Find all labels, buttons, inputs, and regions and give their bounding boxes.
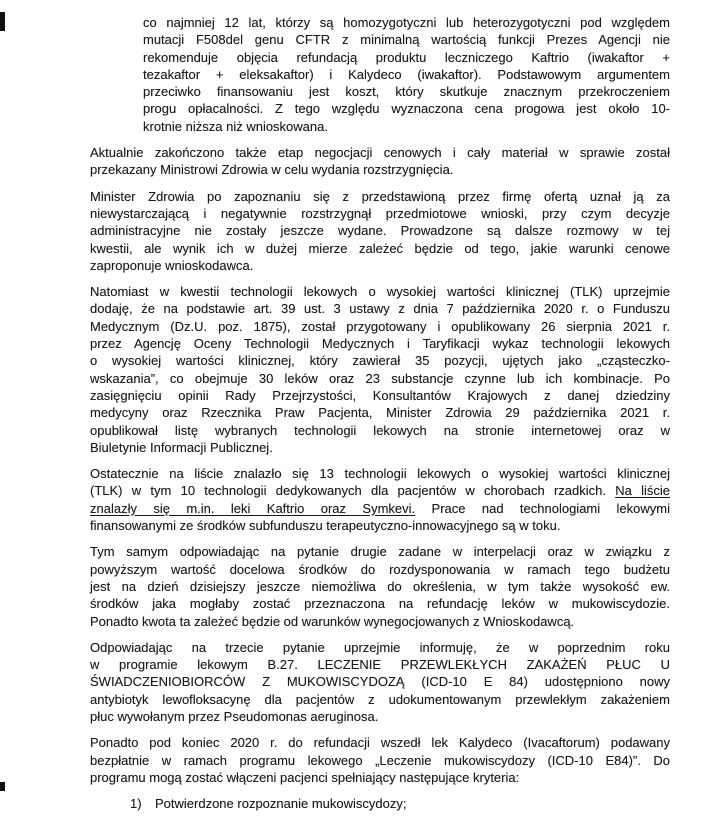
text-line	[90, 335, 670, 352]
text-segment: płuc wywołanym przez Pseudomonas aeruginosa.	[90, 708, 379, 724]
text-segment: wskazania”, co obejmuje 30 leków oraz 23 substancje czynne lub ich kombinacje. Po	[90, 370, 670, 386]
text-line	[130, 795, 670, 812]
text-line	[143, 49, 670, 66]
text-line	[143, 14, 670, 31]
text-line	[90, 639, 670, 656]
paragraph-negotiations	[90, 144, 670, 179]
text-segment: Aktualnie zakończono także etap negocjacji cenowych i cały materiał w sprawie został	[90, 145, 670, 161]
text-segment: o wysokiej wartości klinicznej, który zawierał 35 pozycji, ujętych jako „cząsteczko-	[90, 353, 670, 369]
underlined-text: Na liście	[615, 483, 670, 499]
text-line	[90, 161, 670, 178]
text-segment: finansowanymi ze środków subfunduszu terapeutyczno-innowacyjnego są w toku.	[90, 518, 561, 534]
text-segment: mutacji F508del genu CFTR z minimalną wartością funkcji Prezes Agencji nie	[143, 32, 670, 48]
text-segment: Medycznym (Dz.U. poz. 1875), został przygotowany i opublikowany 26 sierpnia 2021 r.	[90, 318, 670, 334]
text-segment: przeciwko finansowaniu jest koszt, który skutkuje znacznym przekroczeniem	[143, 84, 670, 100]
scan-artifact-top-left	[0, 12, 5, 31]
text-line	[90, 318, 670, 335]
text-segment: Ostatecznie na liście znalazło się 13 technologii lekowych o wysokiej wartości klinicznej	[90, 466, 670, 482]
text-line	[90, 752, 670, 769]
text-line	[90, 283, 670, 300]
text-line	[90, 387, 670, 404]
text-line	[90, 188, 670, 205]
text-segment: Odpowiadając na trzecie pytanie uprzejmie informuję, że w poprzednim roku	[90, 639, 670, 655]
text-segment: zasięgnięciu opinii Rady Przejrzystości, Konsultantów Krajowych z danej dziedziny	[90, 387, 670, 403]
text-line	[90, 370, 670, 387]
continuation-paragraph	[90, 14, 670, 135]
text-segment: ŚWIADCZENIOBIORCÓW Z MUKOWISCYDOZĄ (ICD-10 E 84) udostępniono nowy	[90, 674, 670, 690]
scan-artifact-bottom-left	[0, 782, 5, 791]
underlined-text: znalazły się m.in. leki Kaftrio oraz Symkevi.	[90, 500, 416, 516]
text-line	[90, 517, 670, 534]
text-segment: antybiotyk lewofloksacynę dla pacjentów z udokumentowanym przewlekłym zakażeniem	[90, 691, 670, 707]
text-line	[90, 352, 670, 369]
text-line	[90, 500, 670, 517]
text-line	[90, 257, 670, 274]
text-line	[143, 31, 670, 48]
text-segment: tezakaftor + eleksakaftor) i Kalydeco (iwakaftor). Podstawowym argumentem	[143, 66, 670, 82]
text-segment: środków jaka mogłaby zostać przeznaczona na refundację leków w mukowiscydozie.	[90, 596, 670, 612]
text-line	[90, 578, 670, 595]
text-line	[90, 300, 670, 317]
text-segment: Ponadto kwota ta zależeć będzie od warunków wynegocjowanych z Wnioskodawcą.	[90, 613, 575, 629]
list-marker: 1)	[130, 796, 142, 812]
text-segment: opublikował listę wybranych technologii lekowych na stronie internetowej oraz w	[90, 422, 670, 438]
text-line	[90, 543, 670, 560]
text-line	[90, 691, 670, 708]
text-line	[90, 613, 670, 630]
text-line	[90, 656, 670, 673]
text-segment: administracyjne nie zostały jeszcze wydane. Prowadzone są dalsze rozmowy w tej	[90, 223, 670, 239]
text-segment: medycyny oraz Rzecznika Praw Pacjenta, Minister Zdrowia 29 października 2021 r.	[90, 405, 670, 421]
text-line	[90, 404, 670, 421]
text-line	[90, 465, 670, 482]
text-segment: Ponadto pod koniec 2020 r. do refundacji wszedł lek Kalydeco (Ivacaftorum) podawany	[90, 735, 670, 751]
text-line	[90, 144, 670, 161]
text-segment: dodaję, że na podstawie art. 39 ust. 3 ustawy z dnia 7 października 2020 r. o Funduszu	[90, 301, 670, 317]
text-segment: progu opłacalności. Z tego względu wyznaczona cena progowa jest około 10-	[143, 101, 670, 117]
paragraph-budget	[90, 543, 670, 629]
text-line	[90, 205, 670, 222]
text-segment: rekomenduje objęcia refundacją produktu leczniczego Kaftrio (iwakaftor +	[143, 49, 670, 65]
paragraph-final-list	[90, 465, 670, 534]
text-line	[143, 83, 670, 100]
text-segment: Prace nad technologiami lekowymi	[415, 500, 670, 516]
text-segment: w programie lekowym B.27. LECZENIE PRZEWLEKŁYCH ZAKAŻEŃ PŁUC U	[90, 657, 670, 673]
text-segment: zaproponuje wnioskodawca.	[90, 257, 254, 273]
text-segment: Potwierdzone rozpoznanie mukowiscydozy;	[155, 796, 407, 812]
text-segment: kwestii, ale wynik ich w dużej mierze zależeć będzie od tego, jakie warunki cenowe	[90, 240, 670, 256]
text-line	[90, 240, 670, 257]
text-line	[90, 422, 670, 439]
text-segment: (TLK) w tym 10 technologii dedykowanych dla pacjentów w chorobach rzadkich.	[90, 483, 616, 499]
paragraph-minister-decision	[90, 188, 670, 274]
text-line	[143, 66, 670, 83]
paragraph-kalydeco	[90, 734, 670, 786]
text-line	[90, 595, 670, 612]
text-line	[90, 708, 670, 725]
list-item-criterion-1	[90, 795, 670, 812]
text-segment: Minister Zdrowia po zapoznaniu się z przedstawioną przez firmę ofertą uznał ją za	[90, 188, 670, 204]
text-line	[90, 561, 670, 578]
document-body	[90, 14, 670, 821]
text-line	[90, 734, 670, 751]
text-line	[90, 439, 670, 456]
text-line	[143, 118, 670, 135]
text-segment: jest na dzień dzisiejszy jeszcze niemożliwa do określenia, w tym także wysokość ew.	[90, 578, 670, 594]
text-segment: przekazany Ministrowi Zdrowia w celu wydania rozstrzygnięcia.	[90, 162, 454, 178]
text-segment: co najmniej 12 lat, którzy są homozygotyczni lub heterozygotyczni pod względem	[143, 15, 670, 30]
text-segment: niewystarczającą i negatywnie rozstrzygnął przedmiotowe wnioski, przy czym decyzje	[90, 205, 670, 221]
text-line	[90, 222, 670, 239]
text-segment: powyższym wartość docelowa środków do rozdysponowania w ramach tego budżetu	[90, 561, 670, 577]
text-line	[90, 673, 670, 690]
text-segment: przez Agencję Oceny Technologii Medycznych i Taryfikacji wykaz technologii lekowych	[90, 336, 670, 352]
text-line	[90, 482, 670, 499]
text-segment: bezpłatnie w ramach programu lekowego „Leczenie mukowiscydozy (ICD-10 E84)”. Do	[90, 752, 670, 768]
text-line	[90, 769, 670, 786]
text-segment: Biuletynie Informacji Publicznej.	[90, 439, 273, 455]
paragraph-third-question	[90, 639, 670, 725]
text-segment: krotnie niższa niż wnioskowana.	[143, 118, 328, 134]
text-segment: Tym samym odpowiadając na pytanie drugie zadane w interpelacji oraz w związku z	[90, 544, 670, 560]
text-segment: programu mogą zostać włączeni pacjenci spełniający następujące kryteria:	[90, 769, 520, 785]
text-line	[143, 100, 670, 117]
paragraph-tlk-list	[90, 283, 670, 456]
text-segment: Natomiast w kwestii technologii lekowych o wysokiej wartości klinicznej (TLK) uprzejmie	[90, 284, 670, 300]
